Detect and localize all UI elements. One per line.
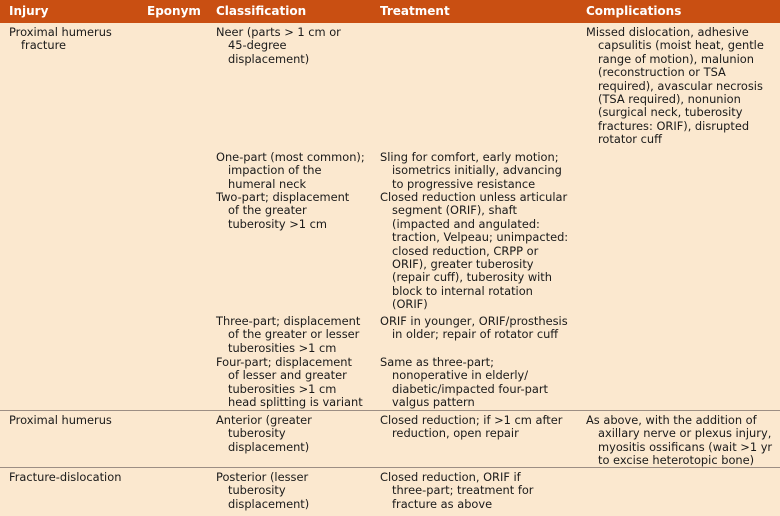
treatment-cell: ORIF in younger, ORIF/prosthesis in older; repair of rotator cuff xyxy=(380,314,568,342)
classification-cell: Anterior (greater tuberosity displacement) xyxy=(216,413,312,454)
header-classification: Classification xyxy=(216,4,307,18)
header-treatment: Treatment xyxy=(380,4,450,18)
treatment-cell: Closed reduction unless articular segment (ORIF), shaft (impacted and angulated: traction, Velpeau; unimpacted: closed reduction, CRPP or ORIF), greater tuberosity (repair cuff), tuberosity with block to internal rotation (ORIF) xyxy=(380,190,569,312)
classification-cell: Three-part; displacement of the greater or lesser tuberosities >1 cm xyxy=(216,314,361,355)
header-injury: Injury xyxy=(9,4,49,18)
row-divider xyxy=(0,467,780,468)
header-complications: Complications xyxy=(586,4,682,18)
classification-cell: One-part (most common); impaction of the humeral neck xyxy=(216,150,365,191)
classification-cell: Neer (parts > 1 cm or 45-degree displacement) xyxy=(216,25,341,66)
row-divider xyxy=(0,410,780,411)
table-header-row xyxy=(0,0,780,23)
classification-cell: Four-part; displacement of lesser and greater tuberosities >1 cm head splitting is variant xyxy=(216,355,363,410)
treatment-cell: Closed reduction; if >1 cm after reduction, open repair xyxy=(380,413,563,441)
treatment-cell: Sling for comfort, early motion; isometrics initially, advancing to progressive resistance xyxy=(380,150,562,191)
injury-cell: Fracture-dislocation xyxy=(9,470,122,484)
complications-cell: As above, with the addition of axillary nerve or plexus injury, myositis ossificans (wait >1 yr to excise heterotopic bone) xyxy=(586,413,773,468)
treatment-cell: Same as three-part; nonoperative in elderly/ diabetic/impacted four-part valgus pattern xyxy=(380,355,549,410)
classification-cell: Two-part; displacement of the greater tuberosity >1 cm xyxy=(216,190,350,231)
injury-cell: Proximal humerus xyxy=(9,413,112,427)
complications-cell: Missed dislocation, adhesive capsulitis (moist heat, gentle range of motion), malunion (reconstruction or TSA required), avascular necrosis (TSA required), nonunion (surgical neck, tuberosity fractures: ORIF), disrupted rotator cuff xyxy=(586,25,764,147)
injury-cell: Proximal humerus fracture xyxy=(9,25,112,53)
header-eponym: Eponym xyxy=(147,4,201,18)
treatment-cell: Closed reduction, ORIF if three-part; treatment for fracture as above xyxy=(380,470,534,511)
classification-cell: Posterior (lesser tuberosity displacement) xyxy=(216,470,310,511)
